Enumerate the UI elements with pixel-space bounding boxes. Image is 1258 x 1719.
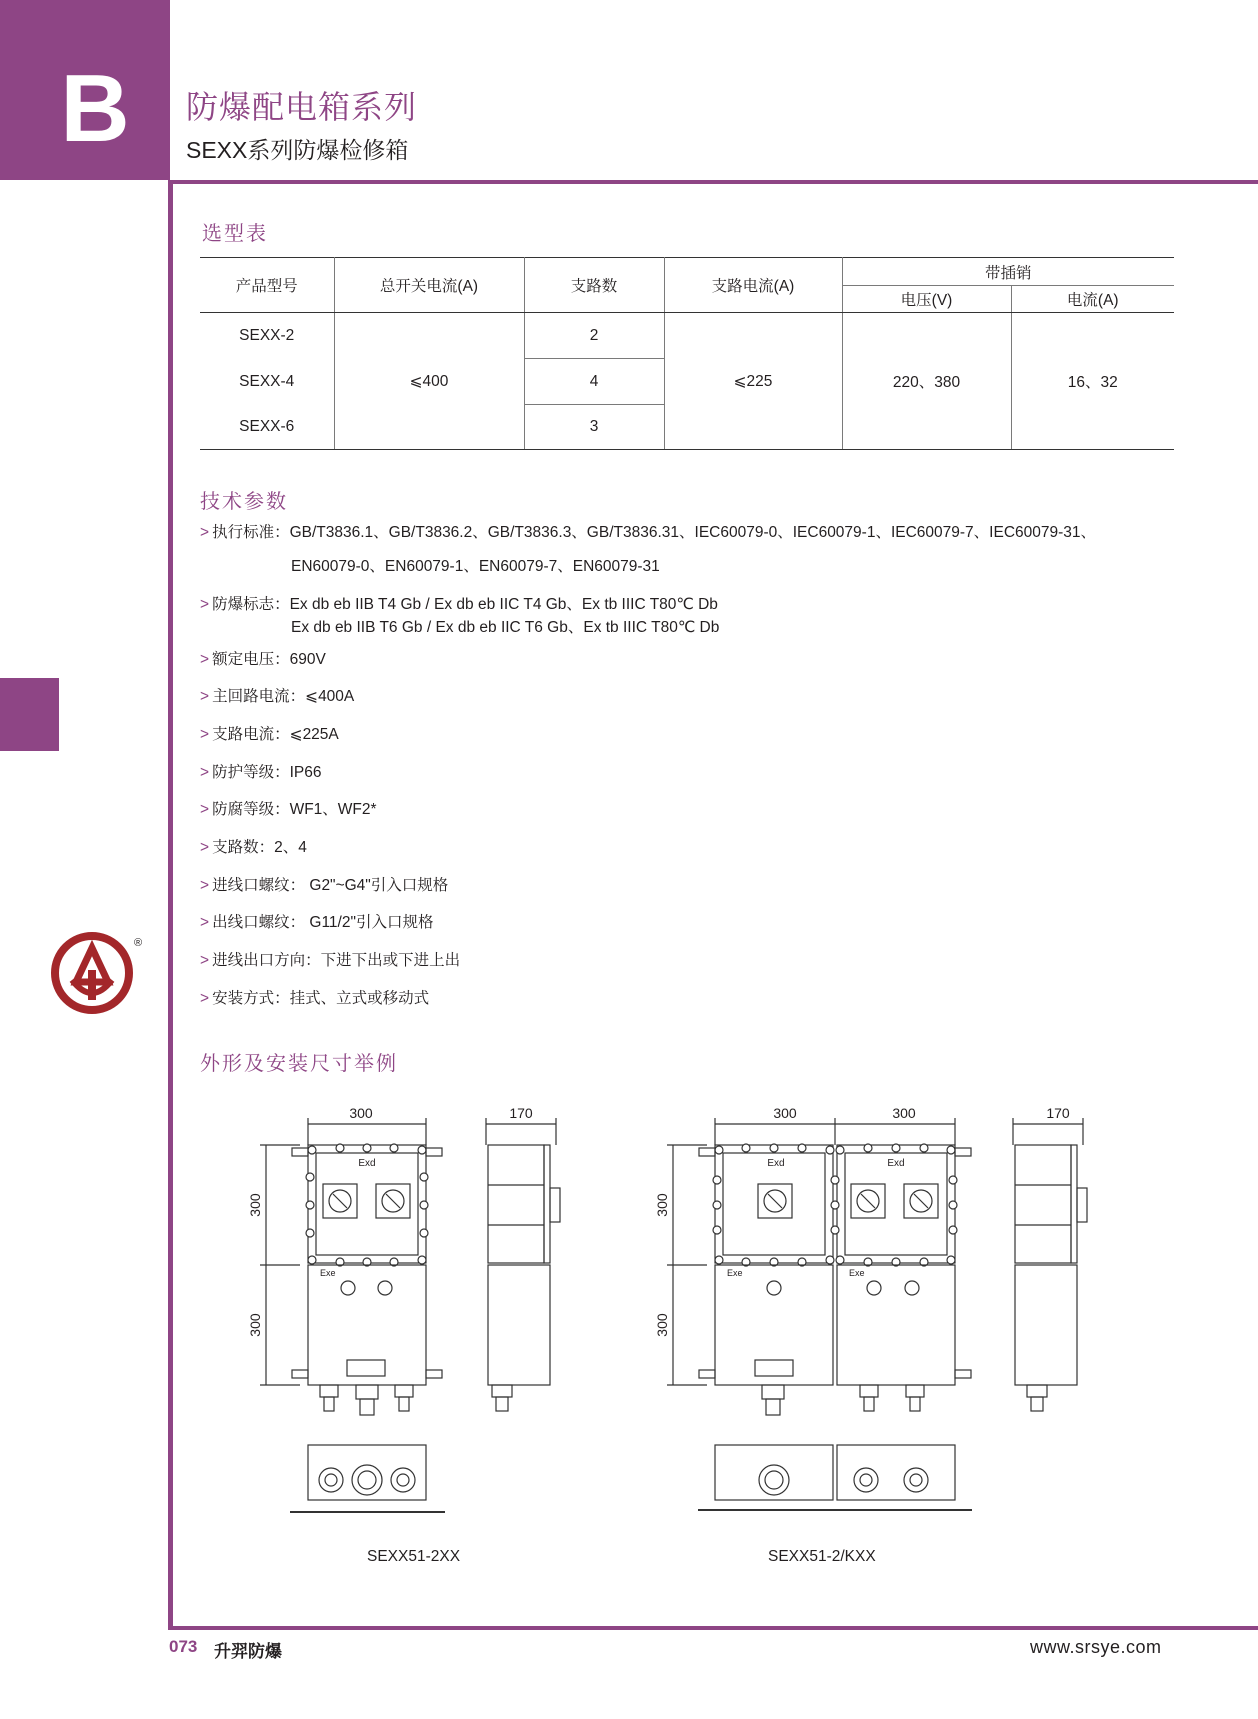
- param-corrosion: > 防腐等级：WF1、WF2*: [200, 801, 377, 818]
- dim-height-lower: 300: [247, 1313, 263, 1337]
- param-value: G2"~G4"引入口规格: [305, 877, 449, 894]
- header-model: 产品型号: [200, 258, 334, 313]
- header-branches: 支路数: [524, 258, 664, 313]
- selection-table: [200, 257, 1174, 450]
- table-row: [200, 313, 1174, 359]
- param-entry-direction: > 进线出口方向：下进下出或下进上出: [200, 952, 461, 969]
- param-value: ⩽225A: [289, 726, 339, 743]
- dimension-drawings: [230, 1100, 1130, 1580]
- param-value: WF1、WF2*: [289, 801, 377, 818]
- param-value: 下进下出或下进上出: [320, 952, 461, 969]
- caption-drawing-2: SEXX51-2/KXX: [768, 1548, 876, 1565]
- param-label: 执行标准：: [212, 524, 290, 541]
- param-branch-current: > 支路电流：⩽225A: [200, 726, 339, 743]
- param-value: G11/2"引入口规格: [305, 914, 434, 931]
- header-main-current: 总开关电流(A): [334, 258, 524, 313]
- label-exe-right: Exe: [849, 1268, 865, 1278]
- param-label: 额定电压：: [212, 651, 290, 668]
- param-value: 挂式、立式或移动式: [289, 990, 430, 1007]
- param-label: 进线口螺纹：: [212, 877, 306, 894]
- cell-branches: 2: [524, 313, 664, 359]
- company-logo: [50, 930, 160, 1020]
- param-protection: > 防护等级：IP66: [200, 764, 322, 781]
- param-label: 进线出口方向：: [212, 952, 321, 969]
- cell-voltage: 220、380: [842, 313, 1011, 450]
- cell-branches: 3: [524, 405, 664, 450]
- dim-height-upper-2: 300: [654, 1193, 670, 1217]
- param-inlet-thread: > 进线口螺纹： G2"~G4"引入口规格: [200, 877, 449, 894]
- cell-branches: 4: [524, 359, 664, 405]
- dim-depth: 170: [509, 1105, 533, 1121]
- cell-main-current: ⩽400: [334, 313, 524, 450]
- drawing-1-side: [486, 1105, 560, 1411]
- tech-title: 技术参数: [200, 491, 288, 513]
- series-title: 防爆配电箱系列: [186, 89, 418, 125]
- param-ex-marking-cont: Ex db eb IIB T6 Gb / Ex db eb IIC T6 Gb、Ex tb IIIC T80℃ Db: [291, 619, 720, 636]
- param-value: 2、4: [274, 839, 307, 856]
- param-branch-count: > 支路数：2、4: [200, 839, 307, 856]
- dim-width-left: 300: [773, 1105, 797, 1121]
- cell-model: SEXX-2: [200, 313, 334, 359]
- param-label: 出线口螺纹：: [212, 914, 306, 931]
- page-number: 073: [169, 1637, 198, 1656]
- website-link[interactable]: www.srsye.com: [1030, 1637, 1162, 1657]
- param-standard: > 执行标准：GB/T3836.1、GB/T3836.2、GB/T3836.3、GB/T3836.31、IEC60079-0、IEC60079-1、IEC60079-7、IEC60079-31、: [200, 524, 1097, 541]
- param-value: IP66: [289, 764, 322, 781]
- company-name: 升羿防爆: [214, 1642, 282, 1661]
- header-branch-current: 支路电流(A): [664, 258, 842, 313]
- dim-height-lower-2: 300: [654, 1313, 670, 1337]
- caption-drawing-1: SEXX51-2XX: [367, 1548, 461, 1565]
- param-label: 防腐等级：: [212, 801, 290, 818]
- param-mounting: > 安装方式：挂式、立式或移动式: [200, 990, 430, 1007]
- drawings-title: 外形及安装尺寸举例: [200, 1053, 398, 1075]
- label-exd-left: Exd: [767, 1158, 785, 1169]
- drawing-1-front: [247, 1105, 442, 1415]
- footer-divider: [168, 1626, 1258, 1630]
- param-value: 690V: [289, 651, 326, 668]
- param-label: 主回路电流：: [212, 688, 306, 705]
- param-label: 支路电流：: [212, 726, 290, 743]
- param-value: Ex db eb IIB T4 Gb / Ex db eb IIC T4 Gb、Ex tb IIIC T80℃ Db: [289, 596, 718, 613]
- selection-title: 选型表: [202, 223, 268, 245]
- section-letter: B: [60, 55, 130, 162]
- dim-width: 300: [349, 1105, 373, 1121]
- product-title: SEXX系列防爆检修箱: [186, 137, 409, 163]
- param-value: GB/T3836.1、GB/T3836.2、GB/T3836.3、GB/T3836.31、IEC60079-0、IEC60079-1、IEC60079-7、IEC60079-31、: [289, 524, 1097, 541]
- left-border: [168, 180, 173, 1630]
- side-tab-marker: [0, 678, 59, 751]
- param-label: 支路数：: [212, 839, 275, 856]
- param-rated-voltage: > 额定电压：690V: [200, 651, 326, 668]
- param-label: 安装方式：: [212, 990, 290, 1007]
- drawing-2-side: [1013, 1105, 1087, 1411]
- header-socket: 带插销: [842, 258, 1174, 286]
- registered-mark: ®: [134, 937, 143, 949]
- drawing-2-bottom: [698, 1445, 972, 1510]
- param-value: ⩽400A: [305, 688, 355, 705]
- drawing-2-front: [654, 1105, 971, 1415]
- header-voltage: 电压(V): [842, 286, 1011, 313]
- header-current: 电流(A): [1011, 286, 1174, 313]
- label-exd-right: Exd: [887, 1158, 905, 1169]
- cell-current: 16、32: [1011, 313, 1174, 450]
- drawing-1-bottom: [290, 1445, 445, 1512]
- param-label: 防爆标志：: [212, 596, 290, 613]
- dim-width-right: 300: [892, 1105, 916, 1121]
- cell-model: SEXX-6: [200, 405, 334, 450]
- label-exe-left: Exe: [727, 1268, 743, 1278]
- param-ex-marking: > 防爆标志：Ex db eb IIB T4 Gb / Ex db eb IIC T4 Gb、Ex tb IIIC T80℃ Db: [200, 596, 718, 613]
- param-outlet-thread: > 出线口螺纹： G11/2"引入口规格: [200, 914, 434, 931]
- dim-height-upper: 300: [247, 1193, 263, 1217]
- label-exd: Exd: [358, 1158, 376, 1169]
- param-label: 防护等级：: [212, 764, 290, 781]
- dim-depth-2: 170: [1046, 1105, 1070, 1121]
- header-divider: [170, 180, 1258, 184]
- param-main-current: > 主回路电流：⩽400A: [200, 688, 355, 705]
- label-exe: Exe: [320, 1268, 336, 1278]
- param-standard-cont: EN60079-0、EN60079-1、EN60079-7、EN60079-31: [291, 558, 660, 575]
- cell-branch-current: ⩽225: [664, 313, 842, 450]
- cell-model: SEXX-4: [200, 359, 334, 405]
